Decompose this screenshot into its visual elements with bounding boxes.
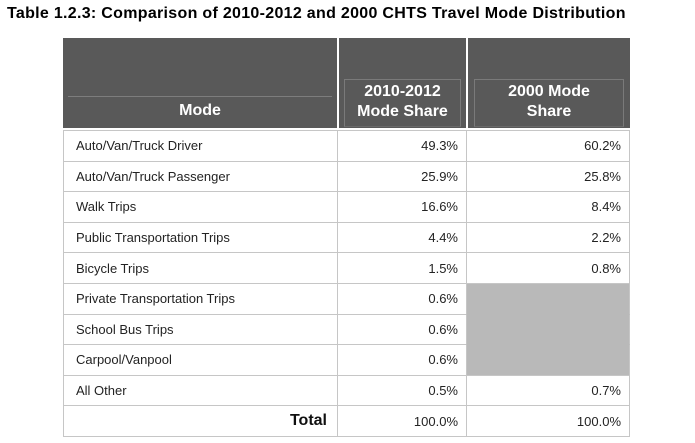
share-2000-cell: 2.2% [466,223,630,254]
mode-distribution-table [63,38,630,437]
table-row [63,162,630,193]
header-line-2: Mode Share [357,103,448,120]
share-2010-cell: 25.9% [337,162,466,193]
share-2010-cell: 0.5% [337,376,466,407]
table-body [63,130,630,437]
table-header-row [63,38,630,130]
share-2010-cell: 0.6% [337,284,466,315]
mode-cell: All Other [63,376,337,407]
table-row [63,284,630,315]
header-line-1: 2010-2012 [364,83,441,100]
share-2000-cell: 0.8% [466,253,630,284]
share-2000-cell: 8.4% [466,192,630,223]
header-cell-mode [63,38,337,128]
table-row [63,253,630,284]
header-cell-2010-2012-mode-share [337,38,466,128]
mode-cell: Auto/Van/Truck Passenger [63,162,337,193]
mode-cell: Private Transportation Trips [63,284,337,315]
mode-cell: School Bus Trips [63,315,337,346]
header-cell-2000-mode-share [466,38,630,128]
share-2000-cell: 0.7% [466,376,630,407]
mode-cell: Public Transportation Trips [63,223,337,254]
share-2010-cell: 1.5% [337,253,466,284]
share-2000-cell-shaded [466,284,630,315]
table-row [63,376,630,407]
mode-cell: Bicycle Trips [63,253,337,284]
mode-cell: Walk Trips [63,192,337,223]
share-2010-cell: 0.6% [337,315,466,346]
total-share-2010-cell: 100.0% [337,406,466,437]
mode-cell: Carpool/Vanpool [63,345,337,376]
share-2010-cell: 4.4% [337,223,466,254]
total-share-2000-cell: 100.0% [466,406,630,437]
header-label-2010-2012 [344,79,461,127]
table-row [63,192,630,223]
table-row [63,223,630,254]
share-2010-cell: 16.6% [337,192,466,223]
share-2000-cell-shaded [466,345,630,376]
share-2010-cell: 0.6% [337,345,466,376]
total-label: Total [63,406,337,437]
share-2000-cell-shaded [466,315,630,346]
header-label-mode: Mode [68,96,331,128]
share-2000-cell: 25.8% [466,162,630,193]
table-row [63,315,630,346]
share-2010-cell: 49.3% [337,131,466,162]
share-2000-cell: 60.2% [466,131,630,162]
mode-cell: Auto/Van/Truck Driver [63,131,337,162]
table-row [63,345,630,376]
total-row [63,406,630,437]
header-label-2000 [474,79,623,127]
table-title: Table 1.2.3: Comparison of 2010-2012 and 2000 CHTS Travel Mode Distribution [7,5,626,22]
header-line-2: Share [526,103,572,120]
header-line-1: 2000 Mode [508,83,590,100]
table-row [63,131,630,162]
